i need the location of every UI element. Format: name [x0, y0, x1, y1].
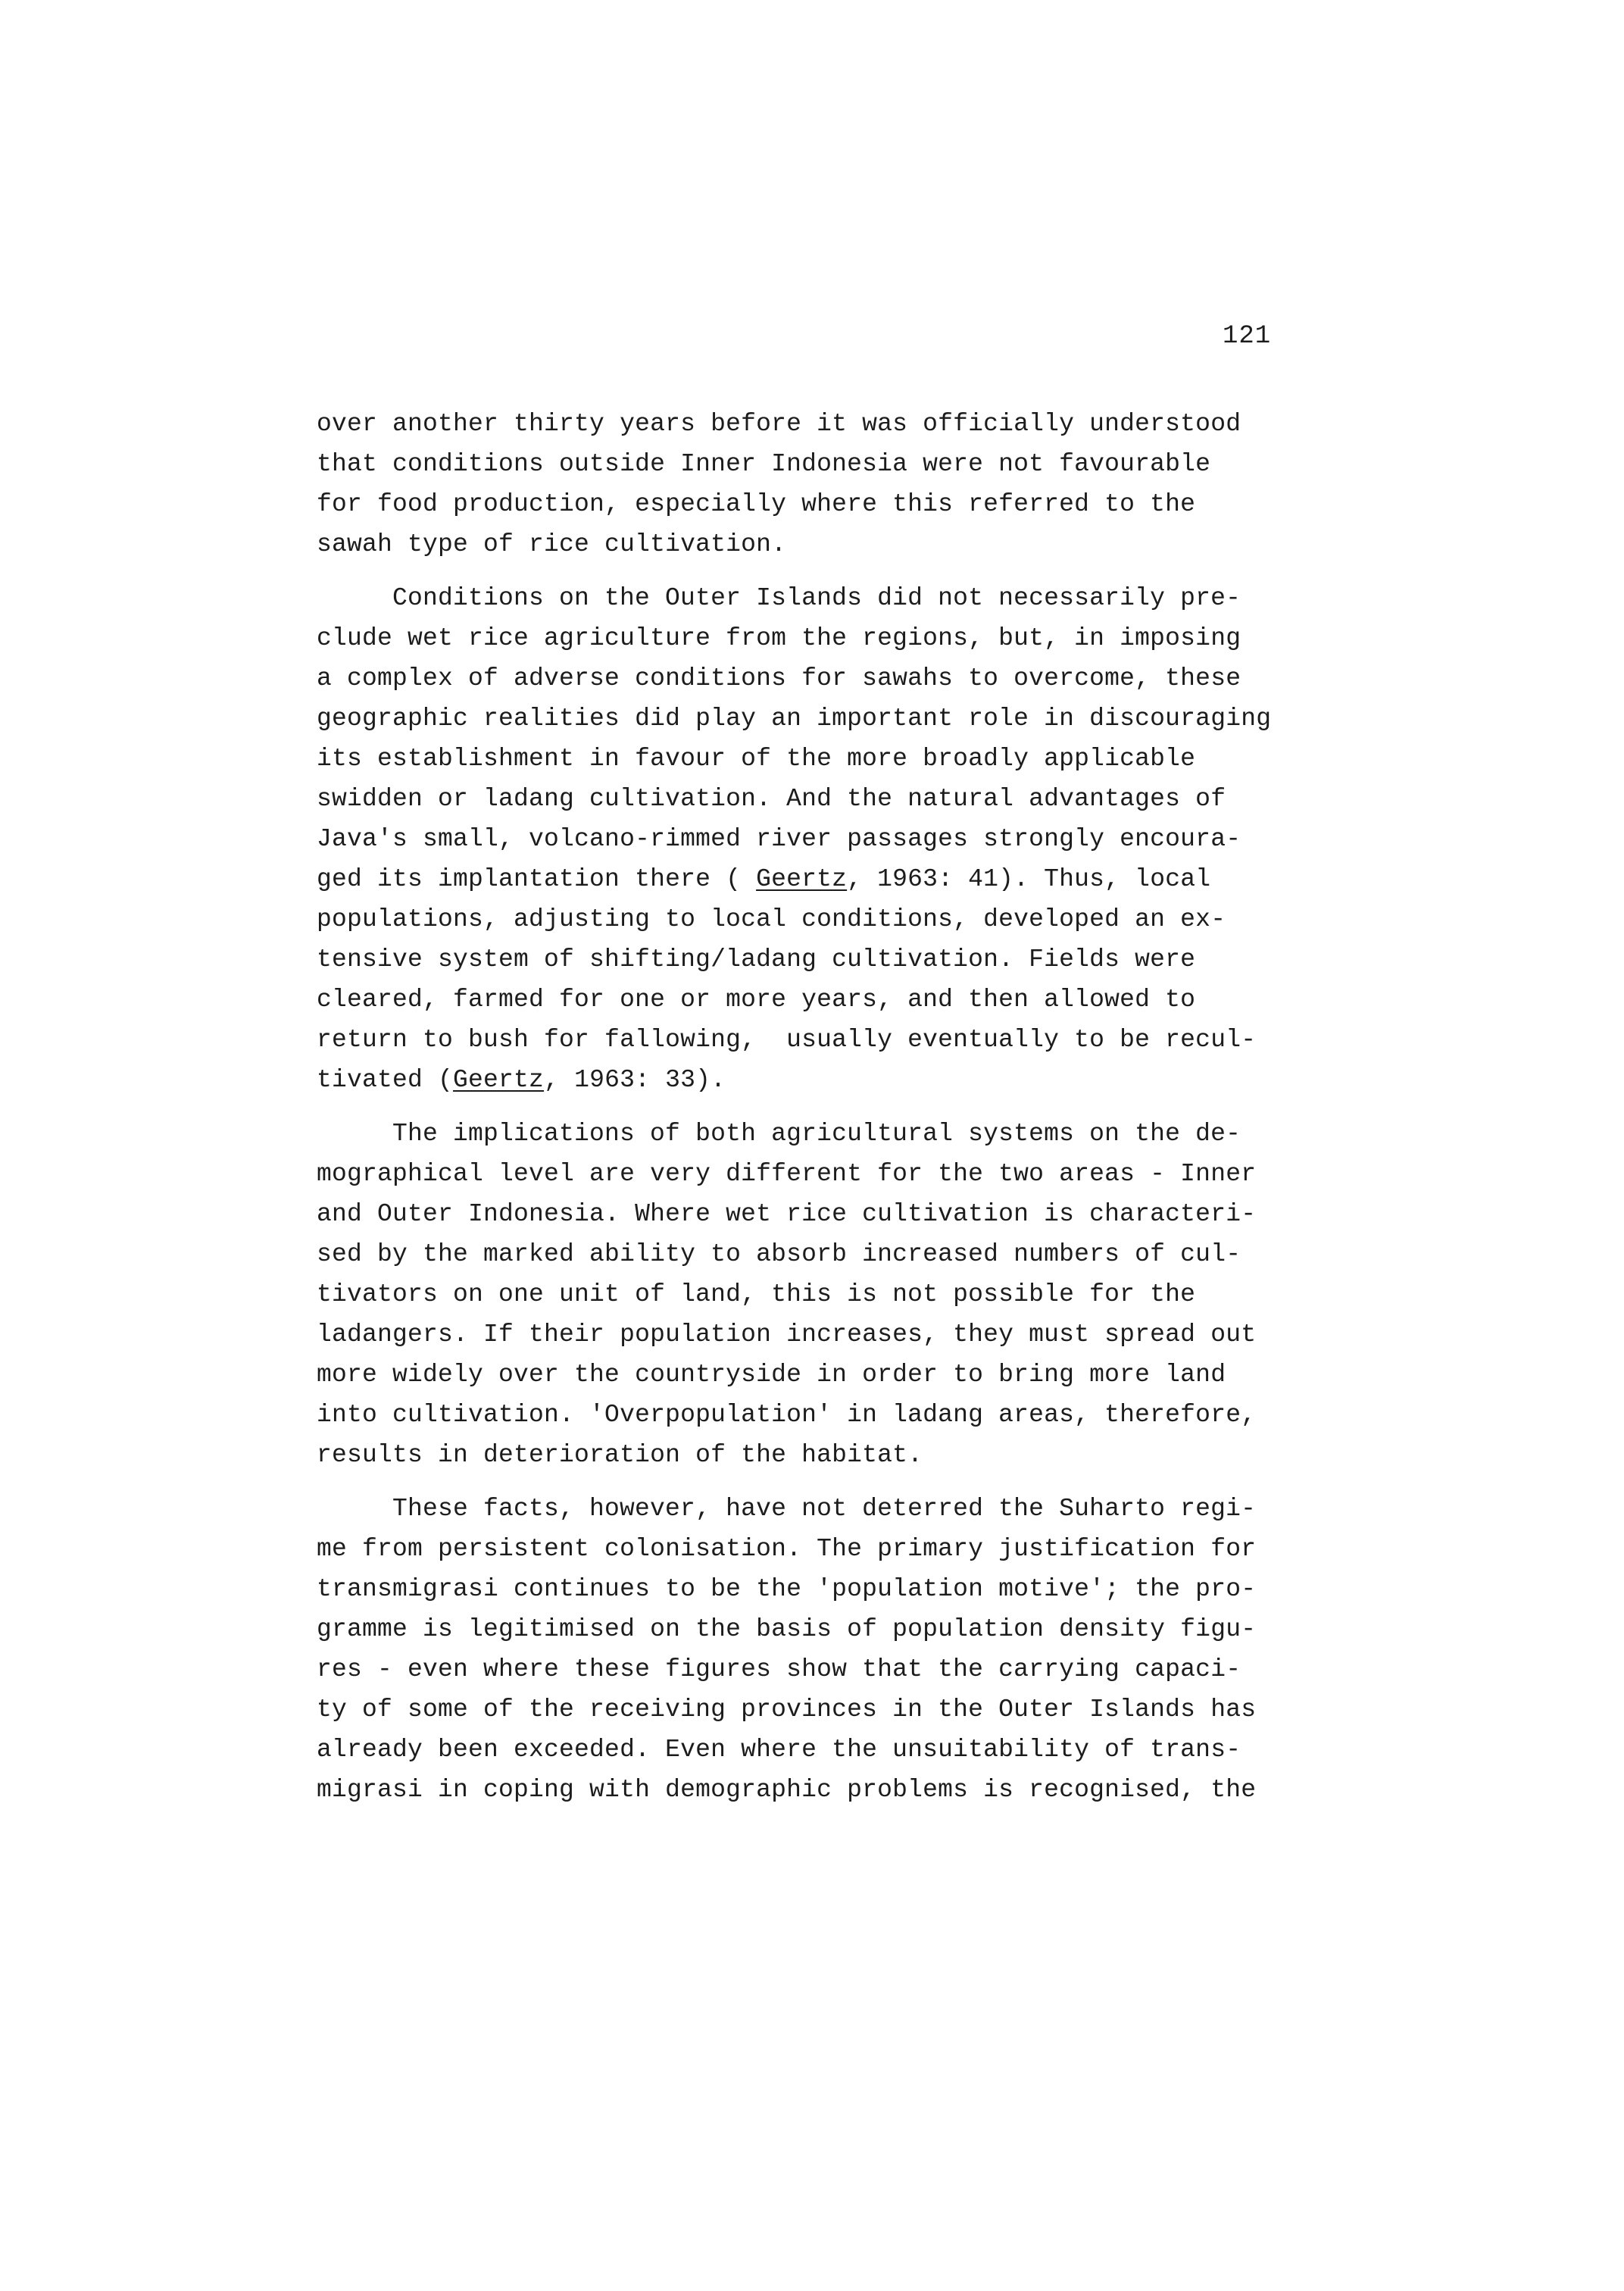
text-line: into cultivation. 'Overpopulation' in ladang areas, therefore, — [317, 1401, 1257, 1429]
text-line: populations, adjusting to local conditions, developed an ex- — [317, 905, 1226, 933]
text-line: that conditions outside Inner Indonesia were not favourable — [317, 450, 1211, 478]
citation-tail: , 1963: 41). Thus, local — [847, 865, 1211, 893]
page-number: 121 — [1223, 322, 1272, 351]
text-line: migrasi in coping with demographic problems is recognised, the — [317, 1776, 1257, 1804]
text-line: mographical level are very different for the two areas - Inner — [317, 1160, 1257, 1188]
text-line: more widely over the countryside in order to bring more land — [317, 1361, 1226, 1389]
text-line-lead: ged its implantation there ( — [317, 865, 757, 893]
text-line: tensive system of shifting/ladang cultivation. Fields were — [317, 945, 1196, 974]
text-line: res - even where these figures show that the carrying capaci- — [317, 1655, 1241, 1683]
text-line: These facts, however, have not deterred the Suharto regi- — [392, 1495, 1257, 1523]
text-line: ladangers. If their population increases, they must spread out — [317, 1321, 1257, 1349]
citation-geertz: Geertz — [756, 865, 848, 893]
text-line-lead: tivated ( — [317, 1066, 454, 1094]
text-line: Conditions on the Outer Islands did not necessarily pre- — [392, 584, 1241, 612]
text-line: return to bush for fallowing, usually eventually to be recul- — [317, 1026, 1257, 1054]
text-line: sawah type of rice cultivation. — [317, 530, 787, 558]
text-line: for food production, especially where this referred to the — [317, 490, 1196, 518]
text-line: me from persistent colonisation. The primary justification for — [317, 1535, 1257, 1563]
text-line: results in deterioration of the habitat. — [317, 1441, 923, 1469]
text-line: tivators on one unit of land, this is not possible for the — [317, 1280, 1196, 1308]
text-line — [317, 864, 1210, 895]
citation-tail: , 1963: 33). — [544, 1066, 726, 1094]
text-line: clude wet rice agriculture from the regions, but, in imposing — [317, 624, 1241, 652]
citation-geertz: Geertz — [453, 1066, 545, 1094]
text-line: The implications of both agricultural systems on the de- — [392, 1120, 1241, 1148]
text-line: Java's small, volcano-rimmed river passages strongly encoura- — [317, 825, 1241, 853]
text-line — [317, 1065, 726, 1095]
text-line: swidden or ladang cultivation. And the natural advantages of — [317, 785, 1226, 813]
text-line: sed by the marked ability to absorb increased numbers of cul- — [317, 1240, 1241, 1268]
text-line: cleared, farmed for one or more years, and then allowed to — [317, 986, 1196, 1014]
text-line: its establishment in favour of the more broadly applicable — [317, 745, 1196, 773]
text-line: geographic realities did play an important role in discouraging — [317, 705, 1272, 733]
text-line: a complex of adverse conditions for sawahs to overcome, these — [317, 664, 1241, 692]
text-line: ty of some of the receiving provinces in the Outer Islands has — [317, 1696, 1257, 1724]
text-line: over another thirty years before it was officially understood — [317, 410, 1241, 438]
text-line: gramme is legitimised on the basis of population density figu- — [317, 1615, 1257, 1643]
text-line: already been exceeded. Even where the unsuitability of trans- — [317, 1736, 1241, 1764]
text-line: transmigrasi continues to be the 'population motive'; the pro- — [317, 1575, 1257, 1603]
text-line: and Outer Indonesia. Where wet rice cultivation is characteri- — [317, 1200, 1257, 1228]
